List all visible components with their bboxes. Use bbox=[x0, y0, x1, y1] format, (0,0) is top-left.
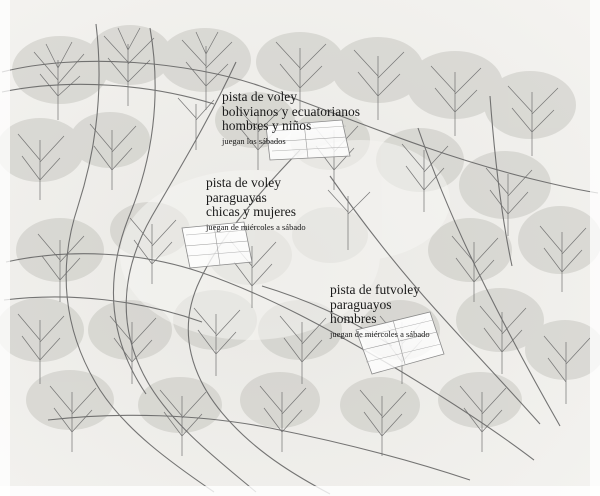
annotation-voley-paraguayas bbox=[206, 176, 306, 233]
annotation-title-line: paraguayas bbox=[206, 189, 267, 205]
annotation-title-line: hombres y niños bbox=[222, 118, 312, 133]
annotation-futvoley-paraguayos bbox=[330, 283, 430, 340]
annotation-title-line: paraguayos bbox=[330, 296, 392, 312]
annotation-title-line: pista de voley bbox=[206, 175, 281, 190]
annotation-subtitle: juegan de miércoles a sábado bbox=[330, 328, 430, 339]
annotation-title-line: pista de futvoley bbox=[330, 282, 420, 297]
annotation-title-line: pista de voley bbox=[222, 89, 297, 104]
left-margin bbox=[0, 0, 10, 496]
annotation-voley-bolivianos bbox=[222, 90, 360, 147]
right-margin bbox=[590, 0, 600, 496]
annotation-title-line: hombres bbox=[330, 311, 377, 326]
annotation-subtitle: juegan los sábados bbox=[222, 135, 286, 146]
annotation-title-line: bolivianos y ecuatorianos bbox=[222, 103, 360, 119]
bottom-margin bbox=[0, 486, 600, 496]
annotation-subtitle: juegan de miércoles a sábado bbox=[206, 221, 306, 232]
annotation-title-line: chicas y mujeres bbox=[206, 204, 296, 219]
